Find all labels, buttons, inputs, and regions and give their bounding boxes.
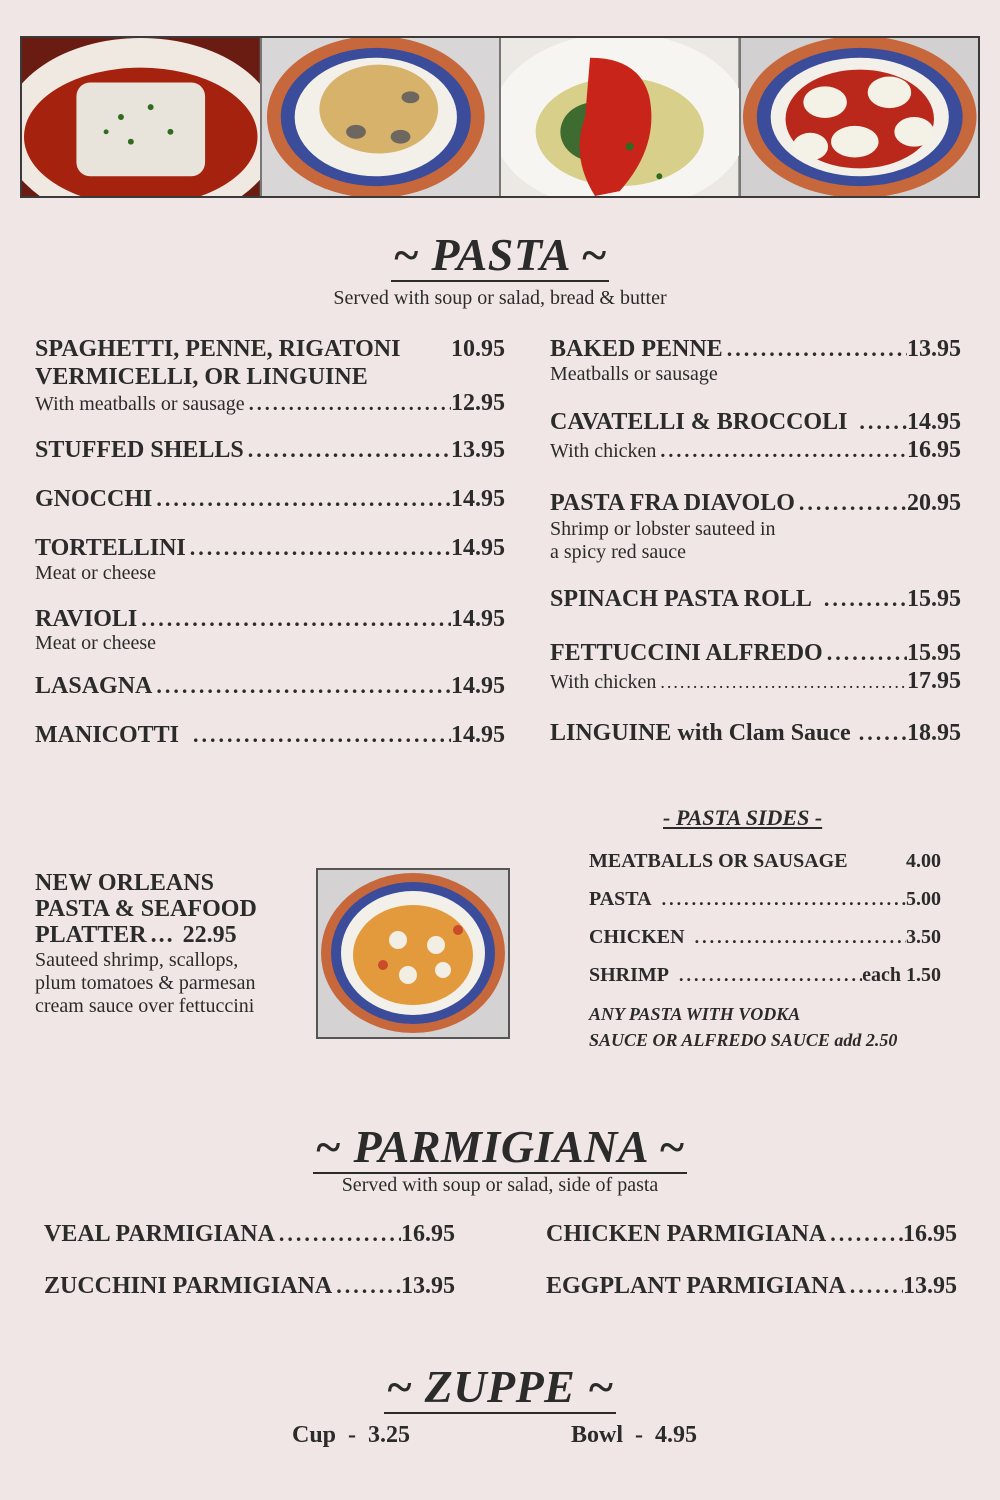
dot-leader xyxy=(795,490,907,516)
dot-leader xyxy=(332,1273,401,1299)
item-price: 17.95 xyxy=(907,668,961,694)
seafood-platter-photo-icon xyxy=(316,868,510,1039)
menu-item-spaghetti-meatballs xyxy=(35,390,505,417)
side-item-pasta xyxy=(589,888,941,911)
dot-leader xyxy=(152,486,451,512)
zuppe-bowl: Bowl - 4.95 xyxy=(571,1422,697,1448)
menu-item-gnocchi xyxy=(35,486,505,513)
pasta-subtitle: Served with soup or salad, bread & butter xyxy=(333,287,667,309)
item-price: 13.95 xyxy=(903,1273,957,1299)
menu-item-lasagna xyxy=(35,673,505,700)
item-name: PASTA FRA DIAVOLO xyxy=(550,490,795,516)
menu-item-linguine-clam xyxy=(550,720,961,747)
item-name: RAVIOLI xyxy=(35,606,138,632)
photo-strip xyxy=(20,36,980,198)
item-price: 16.95 xyxy=(401,1221,455,1247)
dot-leader: ... xyxy=(150,922,183,948)
platter-desc-3: cream sauce over fettuccini xyxy=(35,995,255,1017)
item-price: 14.95 xyxy=(451,486,505,512)
parmigiana-subtitle: Served with soup or salad, side of pasta xyxy=(341,1174,659,1196)
dot-leader xyxy=(244,437,451,463)
dot-leader xyxy=(846,1273,903,1299)
dot-leader xyxy=(685,927,906,948)
item-price: 22.95 xyxy=(182,922,237,948)
dot-leader xyxy=(179,722,451,748)
item-price: 5.00 xyxy=(906,888,941,910)
menu-item-stuffed-shells xyxy=(35,437,505,464)
dot-leader xyxy=(656,672,907,693)
item-name: VEAL PARMIGIANA xyxy=(44,1221,275,1247)
spinach-roll-photo-icon xyxy=(501,38,741,196)
menu-item-cavatelli xyxy=(550,409,961,436)
dot-leader xyxy=(245,393,451,416)
item-name-vermicelli: VERMICELLI, OR LINGUINE xyxy=(35,364,368,390)
dot-leader xyxy=(186,535,451,561)
item-price: 14.95 xyxy=(451,535,505,561)
dot-leader xyxy=(723,336,907,362)
dot-leader xyxy=(656,440,907,463)
item-price: 15.95 xyxy=(907,586,961,612)
platter-desc-2: plum tomatoes & parmesan xyxy=(35,972,256,994)
side-item-shrimp xyxy=(589,964,941,987)
pasta-sides-title: - PASTA SIDES - xyxy=(663,805,823,830)
sauce-note-line1: ANY PASTA WITH VODKA xyxy=(589,1004,801,1024)
item-name: CAVATELLI & BROCCOLI xyxy=(550,409,848,435)
parmigiana-title: ~ PARMIGIANA ~ xyxy=(314,1121,686,1172)
item-name: CHICKEN PARMIGIANA xyxy=(546,1221,827,1247)
item-price: 16.95 xyxy=(903,1221,957,1247)
platter-name-line3 xyxy=(35,922,237,949)
item-name: TORTELLINI xyxy=(35,535,186,561)
item-desc-ravioli: Meat or cheese xyxy=(35,632,157,654)
item-name: PLATTER xyxy=(35,922,147,948)
item-name: GNOCCHI xyxy=(35,486,153,512)
side-item-chicken xyxy=(589,926,941,949)
menu-item-eggplant-parmigiana xyxy=(546,1273,957,1300)
side-item-meatballs xyxy=(589,850,941,873)
menu-item-chicken-parmigiana xyxy=(546,1221,957,1248)
item-price: 3.50 xyxy=(906,926,941,948)
item-desc-fra-diavolo-2: a spicy red sauce xyxy=(550,541,687,563)
dot-leader xyxy=(275,1221,401,1247)
item-name: EGGPLANT PARMIGIANA xyxy=(546,1273,846,1299)
item-price: 15.95 xyxy=(907,640,961,666)
dot-leader xyxy=(812,586,907,612)
item-price: 18.95 xyxy=(907,720,961,746)
item-price: 16.95 xyxy=(907,437,961,463)
item-name: SPAGHETTI, PENNE, RIGATONI xyxy=(35,336,401,362)
menu-item-fettuccini-alfredo xyxy=(550,640,961,667)
menu-item-ravioli xyxy=(35,606,505,633)
item-desc-tortellini: Meat or cheese xyxy=(35,562,157,584)
item-name: LASAGNA xyxy=(35,673,153,699)
platter-desc-1: Sauteed shrimp, scallops, xyxy=(35,949,239,971)
item-name: SHRIMP xyxy=(589,964,669,986)
sauce-note-line2: SAUCE OR ALFREDO SAUCE add 2.50 xyxy=(589,1030,898,1050)
zuppe-title: ~ ZUPPE ~ xyxy=(385,1361,615,1412)
item-name: ZUCCHINI PARMIGIANA xyxy=(44,1273,333,1299)
clam-linguine-photo-icon xyxy=(262,38,502,196)
item-desc-baked-penne: Meatballs or sausage xyxy=(550,363,718,385)
lasagna-photo-icon xyxy=(22,38,262,196)
item-price: 13.95 xyxy=(451,437,505,463)
item-name: MEATBALLS OR SAUSAGE xyxy=(589,850,848,872)
menu-item-manicotti xyxy=(35,722,505,749)
menu-item-baked-penne xyxy=(550,336,961,363)
item-name: STUFFED SHELLS xyxy=(35,437,244,463)
item-name: SPINACH PASTA ROLL xyxy=(550,586,812,612)
item-price: 12.95 xyxy=(451,390,505,416)
menu-item-alfredo-chicken xyxy=(550,668,961,695)
menu-item-spaghetti xyxy=(35,336,505,363)
item-desc: With meatballs or sausage xyxy=(35,393,245,415)
item-desc-fra-diavolo-1: Shrimp or lobster sauteed in xyxy=(550,518,776,540)
item-price: 14.95 xyxy=(451,722,505,748)
menu-item-tortellini xyxy=(35,535,505,562)
item-price: 13.95 xyxy=(907,336,961,362)
item-name: CHICKEN xyxy=(589,926,685,948)
platter-name-line2: PASTA & SEAFOOD xyxy=(35,896,257,922)
dot-leader xyxy=(152,673,451,699)
item-price: 14.95 xyxy=(907,409,961,435)
item-name: BAKED PENNE xyxy=(550,336,723,362)
item-price: 20.95 xyxy=(907,490,961,516)
item-desc: With chicken xyxy=(550,440,657,462)
item-name: LINGUINE with Clam Sauce xyxy=(550,720,851,746)
stuffed-shells-photo-icon xyxy=(741,38,979,196)
menu-item-spinach-roll xyxy=(550,586,961,613)
dot-leader xyxy=(847,409,907,435)
item-name: PASTA xyxy=(589,888,652,910)
item-price: 10.95 xyxy=(451,336,505,362)
platter-name-line1: NEW ORLEANS xyxy=(35,870,214,896)
item-price: 14.95 xyxy=(451,673,505,699)
dot-leader xyxy=(826,1221,903,1247)
menu-item-cavatelli-chicken xyxy=(550,437,961,464)
menu-item-veal-parmigiana xyxy=(44,1221,455,1248)
zuppe-cup: Cup - 3.25 xyxy=(292,1422,411,1448)
menu-item-fra-diavolo xyxy=(550,490,961,517)
item-name: FETTUCCINI ALFREDO xyxy=(550,640,823,666)
item-price: 13.95 xyxy=(401,1273,455,1299)
dot-leader xyxy=(137,606,451,632)
dot-leader xyxy=(823,640,907,666)
menu-item-zucchini-parmigiana xyxy=(44,1273,455,1300)
dot-leader xyxy=(669,965,862,986)
pasta-title: ~ PASTA ~ xyxy=(392,229,608,280)
item-desc: With chicken xyxy=(550,671,657,693)
dot-leader xyxy=(851,720,907,746)
item-price: 14.95 xyxy=(451,606,505,632)
item-price: each 1.50 xyxy=(862,964,941,986)
item-name: MANICOTTI xyxy=(35,722,180,748)
item-price: 4.00 xyxy=(906,850,941,872)
dot-leader xyxy=(652,889,906,910)
